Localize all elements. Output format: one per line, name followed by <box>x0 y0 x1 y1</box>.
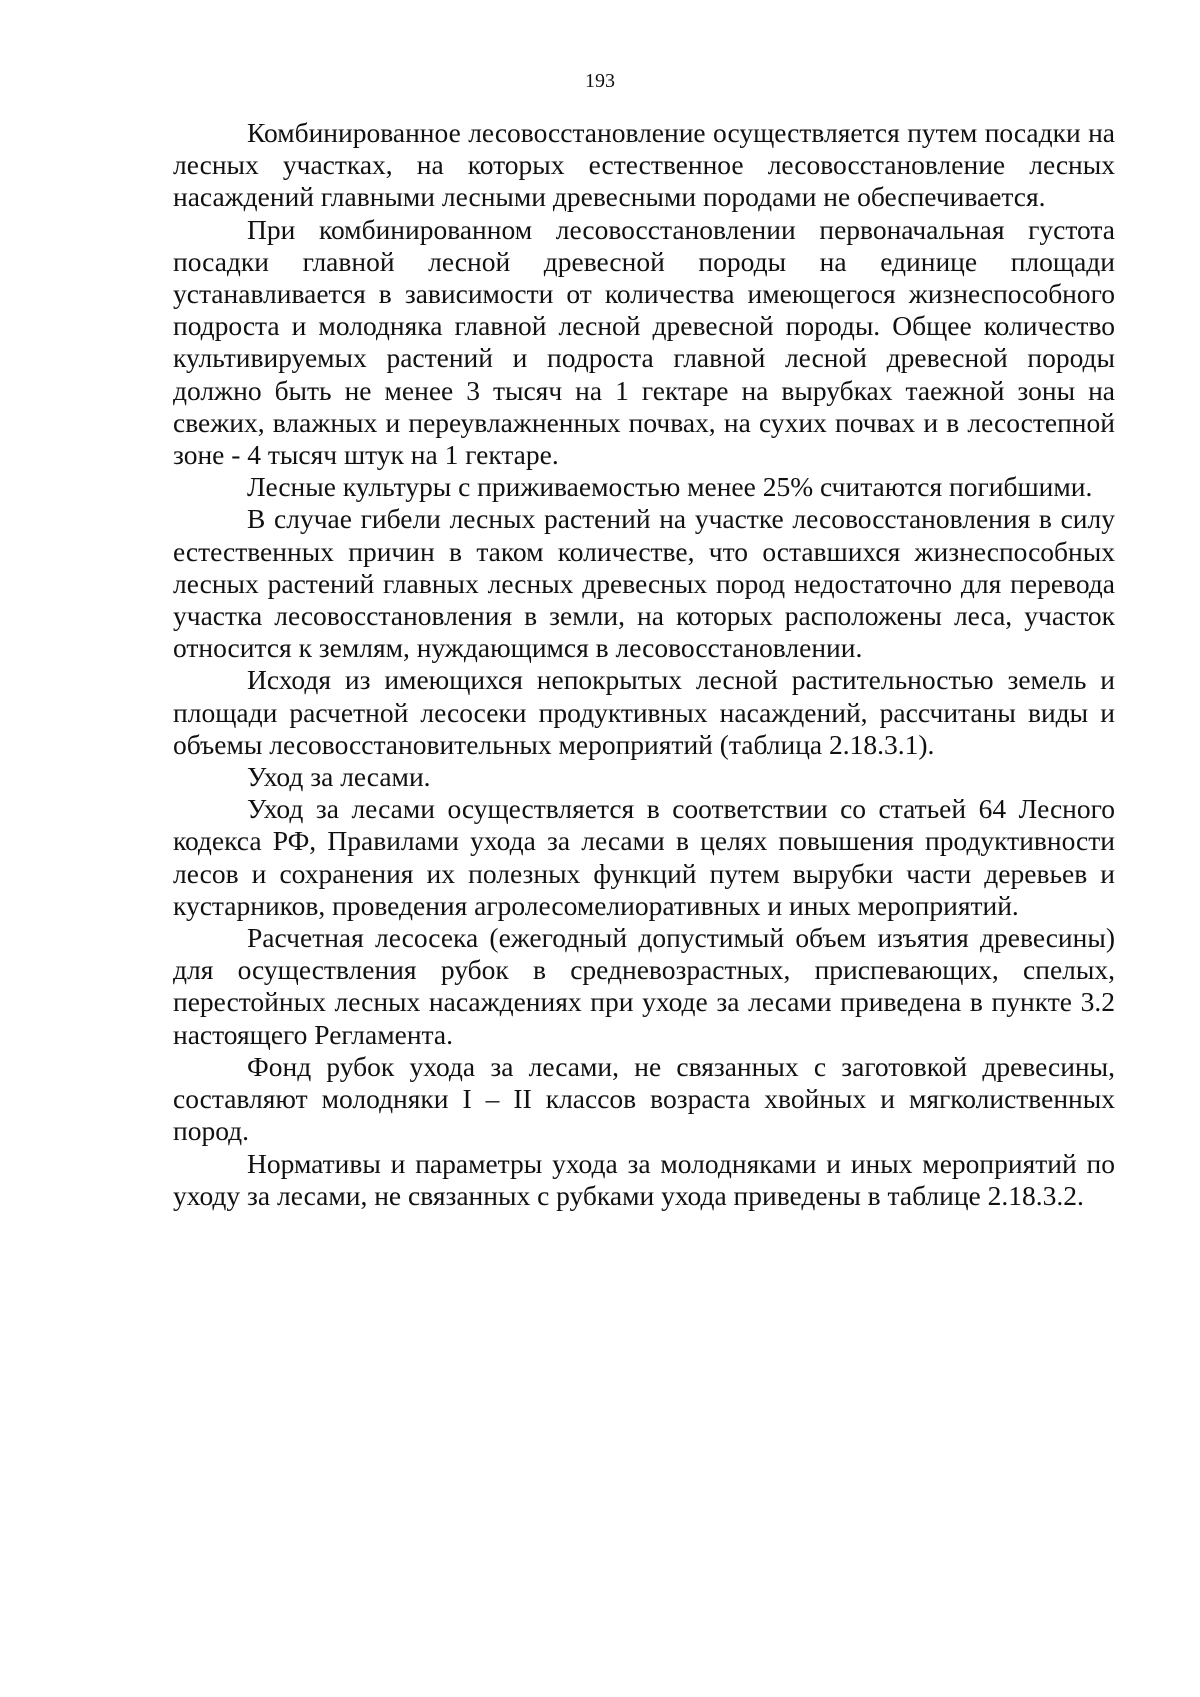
paragraph-combined-reforestation: Комбинированное лесовосстановление осуществляется путем посадки на лесных участках, на которых естественное лесовосстановление лесных насаждений главными лесными древесными породами не обеспечивается. <box>173 117 1115 213</box>
paragraph-reforestation-volumes: Исходя из имеющихся непокрытых лесной растительностью земель и площади расчетной лесосеки продуктивных насаждений, рассчитаны виды и объемы лесовосстановительных мероприятий (таблица 2.18.3.1). <box>173 664 1115 760</box>
paragraph-forest-care-basis: Уход за лесами осуществляется в соответствии со статьей 64 Лесного кодекса РФ, Правилами ухода за лесами в целях повышения продуктивности лесов и сохранения их полезных функций путем вырубки части деревьев и кустарников, проведения агролесомелиоративных и иных мероприятий. <box>173 793 1115 921</box>
paragraph-plant-loss: В случае гибели лесных растений на участке лесовосстановления в силу естественных причин в таком количестве, что оставшихся жизнеспособных лесных растений главных лесных древесных пород недостаточно для перевода участка лесовосстановления в земли, на которых расположены леса, участок относится к землям, нуждающимся в лесовосстановлении. <box>173 503 1115 664</box>
paragraph-survival-rate: Лесные культуры с приживаемостью менее 25% считаются погибшими. <box>247 471 1093 503</box>
paragraph-thinning-fund: Фонд рубок ухода за лесами, не связанных с заготовкой древесины, составляют молодняки I – II классов возраста хвойных и мягколиственных пород. <box>173 1050 1115 1147</box>
paragraph-care-norms: Нормативы и параметры ухода за молодняками и иных мероприятий по уходу за лесами, не связанных с рубками ухода приведены в таблице 2.18.3.2. <box>173 1147 1115 1211</box>
paragraph-planting-density: При комбинированном лесовосстановлении первоначальная густота посадки главной лесной древесной породы на единице площади устанавливается в зависимости от количества имеющегося жизнеспособного подроста и молодняка главной лесной древесной породы. Общее количество культивируемых растений и подроста главной лесной древесной породы должно быть не менее 3 тысяч на 1 гектаре на вырубках таежной зоны на свежих, влажных и переувлажненных почвах, на сухих почвах и в лесостепной зоне - 4 тысяч штук на 1 гектаре. <box>173 213 1115 471</box>
page-number: 193 <box>585 70 615 92</box>
paragraph-allowable-cut: Расчетная лесосека (ежегодный допустимый объем изъятия древесины) для осуществления рубок в средневозрастных, приспевающих, спелых, перестойных лесных насаждениях при уходе за лесами приведена в пункте 3.2 настоящего Регламента. <box>173 922 1115 1050</box>
section-heading-forest-care: Уход за лесами. <box>247 761 431 793</box>
body-text <box>173 117 1115 1212</box>
